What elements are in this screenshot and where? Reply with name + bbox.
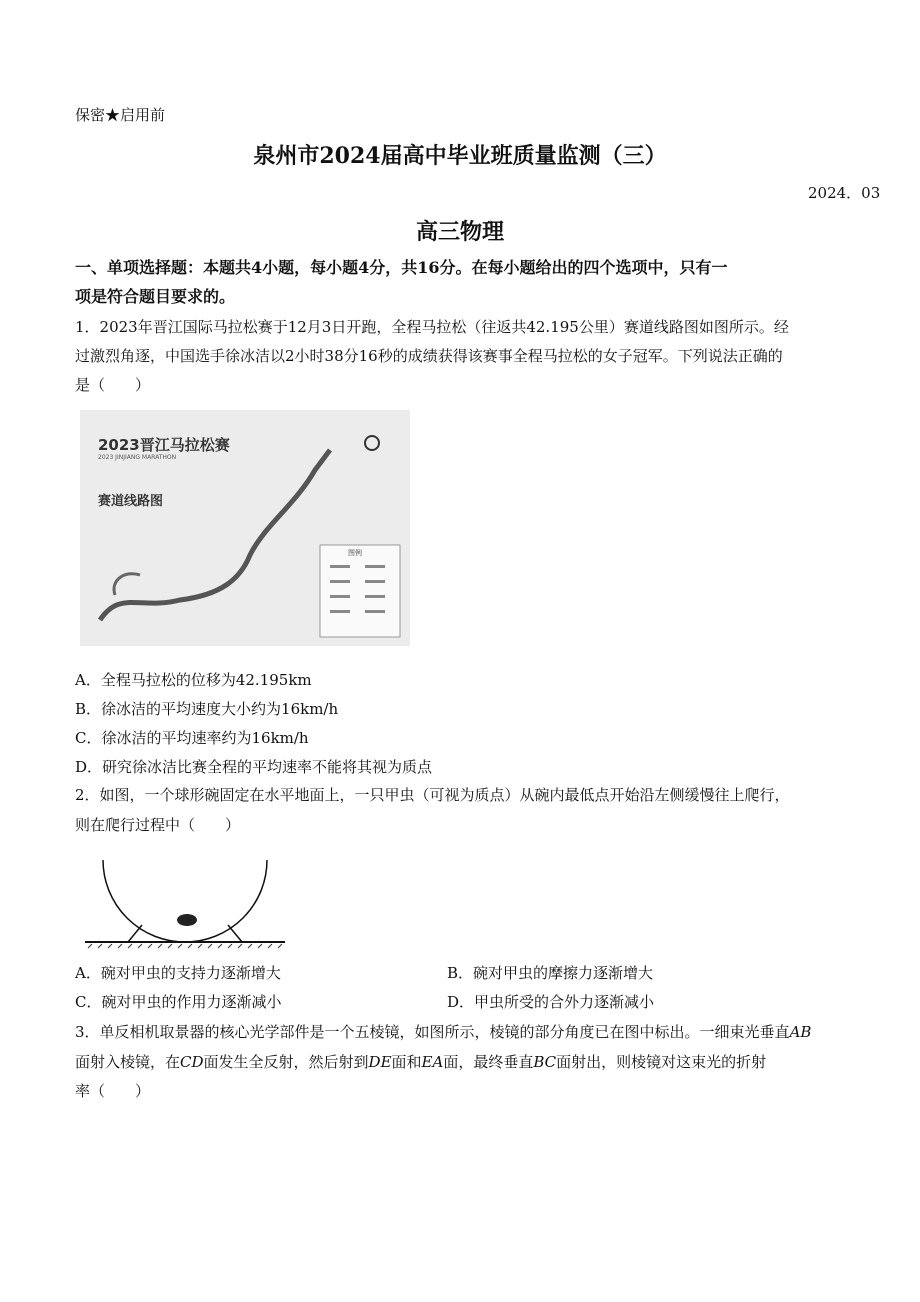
subject-title: 高三物理: [415, 219, 504, 245]
label-ea: EA: [421, 1053, 444, 1071]
q3-text: 面射入棱镜，在: [75, 1053, 181, 1071]
beetle-icon: [177, 914, 197, 926]
q1-option-c: C．徐冰洁的平均速率约为16km/h: [75, 729, 309, 747]
q2-option-b: B．碗对甲虫的摩擦力逐渐增大: [447, 964, 654, 982]
map-legend-title: 图例: [348, 549, 362, 557]
label-ab: AB: [789, 1023, 812, 1041]
q2-stem: 2．如图，一个球形碗固定在水平地面上，一只甲虫（可视为质点）从碗内最低点开始沿左侧缓慢往上爬行，: [75, 786, 790, 804]
q1-option-a: A．全程马拉松的位移为42.195km: [75, 671, 312, 689]
q1-stem: 是（ ）: [75, 376, 151, 394]
section-header-cont: 项是符合题目要求的。: [75, 287, 236, 306]
exam-title: 泉州市2024届高中毕业班质量监测（三）: [253, 143, 667, 169]
q2-option-c: C．碗对甲虫的作用力逐渐减小: [75, 993, 282, 1011]
q3-text: 面，最终垂直: [443, 1053, 534, 1071]
secret-label: 保密★启用前: [75, 106, 166, 124]
q3-stem: [75, 1052, 766, 1072]
q3-stem: 率（ ）: [75, 1082, 151, 1100]
q3-stem: [75, 1022, 811, 1042]
section-header: 一、单项选择题：本题共4小题，每小题4分，共16分。在每小题给出的四个选项中，只有一: [75, 258, 728, 277]
map-subtitle: 2023 JINJIANG MARATHON: [98, 454, 177, 461]
map-heading: 赛道线路图: [98, 494, 164, 509]
q3-text: 面射出，则棱镜对这束光的折射: [556, 1053, 767, 1071]
marathon-route-map: [80, 410, 410, 646]
q2-option-a: A．碗对甲虫的支持力逐渐增大: [75, 964, 281, 982]
q3-text: 面和: [391, 1053, 422, 1071]
q3-text: 3．单反相机取景器的核心光学部件是一个五棱镜，如图所示，棱镜的部分角度已在图中标出。一细束光垂直: [75, 1023, 790, 1041]
q2-option-d: D．甲虫所受的合外力逐渐减小: [447, 993, 655, 1011]
bowl-diagram: [80, 855, 290, 950]
label-de: DE: [368, 1053, 392, 1071]
q1-option-d: D．研究徐冰洁比赛全程的平均速率不能将其视为质点: [75, 758, 433, 776]
map-title: 2023晋江马拉松赛: [98, 436, 230, 454]
label-cd: CD: [180, 1053, 204, 1071]
q1-option-b: B．徐冰洁的平均速度大小约为16km/h: [75, 700, 339, 718]
q2-stem: 则在爬行过程中（ ）: [75, 816, 241, 834]
exam-date: 2024．03: [808, 184, 881, 202]
q1-stem: 过激烈角逐，中国选手徐冰洁以2小时38分16秒的成绩获得该赛事全程马拉松的女子冠军。下列说法正确的: [75, 347, 783, 365]
q3-text: 面发生全反射，然后射到: [203, 1053, 369, 1071]
q1-stem: 1．2023年晋江国际马拉松赛于12月3日开跑，全程马拉松（往返共42.195公里）赛道线路图如图所示。经: [75, 318, 789, 336]
label-bc: BC: [533, 1053, 557, 1071]
